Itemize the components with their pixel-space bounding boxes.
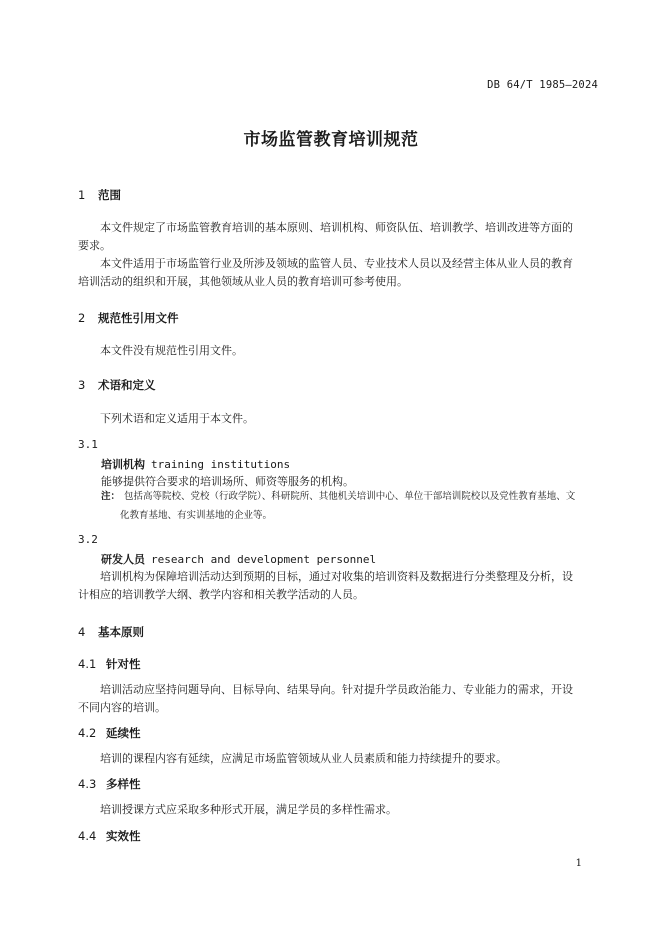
section-title: 针对性 bbox=[106, 657, 141, 671]
section-number: 4.2 bbox=[78, 726, 97, 740]
section-number: 4.4 bbox=[78, 829, 97, 843]
note-label: 注： bbox=[101, 491, 121, 502]
section-title: 实效性 bbox=[106, 829, 141, 843]
section-3-paragraph bbox=[78, 410, 598, 428]
section-4-4-heading bbox=[78, 828, 141, 844]
paragraph-line: 培训授课方式应采取多种形式开展，满足学员的多样性需求。 bbox=[100, 803, 397, 816]
note-line: 化教育基地、有实训基地的企业等。 bbox=[120, 510, 273, 521]
section-2-paragraph bbox=[78, 342, 598, 360]
section-title: 多样性 bbox=[106, 777, 141, 791]
note-line: 包括高等院校、党校（行政学院）、科研院所、其他机关培训中心、单位干部培训院校以及党性教育基地、文 bbox=[124, 491, 576, 502]
section-title: 规范性引用文件 bbox=[98, 311, 179, 325]
section-number: 4.3 bbox=[78, 777, 97, 791]
term-english: training institutions bbox=[151, 458, 291, 471]
section-3-heading bbox=[78, 377, 156, 393]
section-title: 基本原则 bbox=[98, 625, 144, 639]
section-number: 2 bbox=[78, 311, 86, 325]
paragraph-line: 本文件没有规范性引用文件。 bbox=[100, 344, 243, 357]
term-english: research and development personnel bbox=[151, 553, 377, 566]
section-title: 术语和定义 bbox=[98, 378, 156, 392]
term-3-2-name bbox=[101, 551, 376, 567]
term-chinese: 研发人员 bbox=[101, 553, 145, 566]
section-4-3-paragraph bbox=[78, 801, 598, 819]
paragraph-line: 培训活动的组织和开展，其他领域从业人员的教育培训可参考使用。 bbox=[78, 275, 408, 288]
paragraph-line: 培训的课程内容有延续，应满足市场监管领域从业人员素质和能力持续提升的要求。 bbox=[100, 752, 507, 765]
section-title: 延续性 bbox=[106, 726, 141, 740]
section-number: 4.1 bbox=[78, 657, 97, 671]
document-title: 市场监管教育培训规范 bbox=[243, 130, 419, 150]
section-number: 1 bbox=[78, 188, 86, 202]
section-2-heading bbox=[78, 310, 179, 326]
term-3-1-number: 3.1 bbox=[78, 438, 98, 451]
paragraph-line: 不同内容的培训。 bbox=[78, 701, 166, 714]
term-3-1-note bbox=[101, 487, 599, 525]
section-1-paragraph-2 bbox=[78, 255, 598, 291]
section-4-2-paragraph bbox=[78, 750, 598, 768]
section-1-heading bbox=[78, 187, 121, 203]
section-number: 4 bbox=[78, 625, 86, 639]
document-code: DB 64/T 1985—2024 bbox=[487, 79, 598, 91]
section-4-heading bbox=[78, 624, 144, 640]
term-3-2-definition bbox=[78, 568, 598, 604]
paragraph-line: 要求。 bbox=[78, 239, 111, 252]
section-4-2-heading bbox=[78, 725, 141, 741]
definition-line: 计相应的培训教学大纲、教学内容和相关教学活动的人员。 bbox=[78, 588, 364, 601]
section-title: 范围 bbox=[98, 188, 121, 202]
paragraph-line: 下列术语和定义适用于本文件。 bbox=[100, 412, 254, 425]
paragraph-line: 培训活动应坚持问题导向、目标导向、结果导向。针对提升学员政治能力、专业能力的需求，开设 bbox=[100, 683, 573, 696]
page-number: 1 bbox=[575, 858, 582, 869]
paragraph-line: 本文件适用于市场监管行业及所涉及领域的监管人员、专业技术人员以及经营主体从业人员的教育 bbox=[100, 257, 573, 270]
term-3-2-number: 3.2 bbox=[78, 533, 98, 546]
term-3-1-name bbox=[101, 456, 290, 472]
section-4-3-heading bbox=[78, 776, 141, 792]
paragraph-line: 本文件规定了市场监管教育培训的基本原则、培训机构、师资队伍、培训教学、培训改进等方面的 bbox=[100, 221, 573, 234]
section-4-1-heading bbox=[78, 656, 141, 672]
term-3-1-definition: 能够提供符合要求的培训场所、师资等服务的机构。 bbox=[101, 475, 354, 488]
term-chinese: 培训机构 bbox=[101, 458, 145, 471]
definition-line: 培训机构为保障培训活动达到预期的目标，通过对收集的培训资料及数据进行分类整理及分析，设 bbox=[100, 570, 573, 583]
section-1-paragraph-1 bbox=[78, 219, 598, 255]
section-number: 3 bbox=[78, 378, 86, 392]
section-4-1-paragraph bbox=[78, 681, 598, 717]
